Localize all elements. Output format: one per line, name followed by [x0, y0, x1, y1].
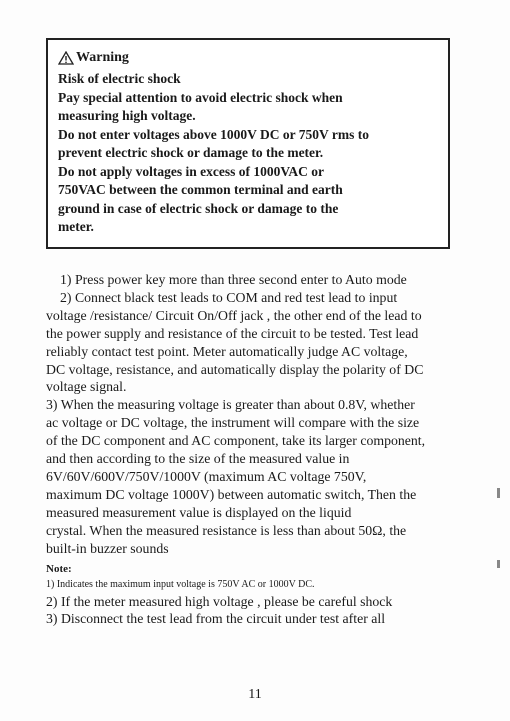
body-line: crystal. When the measured resistance is less than about 50Ω, the — [46, 522, 407, 538]
warning-line: Risk of electric shock — [58, 71, 181, 86]
warning-line: meter. — [58, 219, 94, 234]
warning-line: Pay special attention to avoid electric shock when — [58, 89, 343, 105]
body-line: 6V/60V/600V/750V/1000V (maximum AC voltage 750V, — [46, 468, 367, 484]
after-note-line: 2) If the meter measured high voltage , please be careful shock — [46, 593, 393, 609]
warning-line: Do not apply voltages in excess of 1000VAC or — [58, 163, 324, 179]
note-line: 1) Indicates the maximum input voltage is 750V AC or 1000V DC. — [46, 578, 315, 590]
warning-line: measuring high voltage. — [58, 108, 196, 123]
warning-line: 750VAC between the common terminal and earth — [58, 182, 343, 197]
body-line: reliably contact test point. Meter automatically judge AC voltage, — [46, 343, 408, 359]
body-line: DC voltage, resistance, and automatically display the polarity of DC — [46, 361, 424, 377]
warning-line: ground in case of electric shock or damage to the — [58, 200, 339, 216]
body-line: built-in buzzer sounds — [46, 540, 169, 556]
page-number: 11 — [248, 687, 262, 702]
step-1-line: 1) Press power key more than three second enter to Auto mode — [60, 272, 407, 287]
body-line: ac voltage or DC voltage, the instrument will compare with the size — [46, 415, 420, 431]
after-note-line: 3) Disconnect the test lead from the circuit under test after all — [46, 611, 386, 627]
note-label: Note: — [46, 562, 72, 575]
instructions-body — [46, 271, 498, 628]
warning-heading — [58, 46, 436, 70]
warning-triangle-icon — [58, 51, 74, 65]
body-line: voltage /resistance/ Circuit On/Off jack , the other end of the lead to — [46, 307, 422, 323]
body-line: the power supply and resistance of the circuit to be tested. Test lead — [46, 325, 419, 341]
warning-box — [46, 38, 450, 249]
body-line: measured measurement value is displayed on the liquid — [46, 504, 352, 520]
warning-line: prevent electric shock or damage to the meter. — [58, 145, 324, 160]
step-2-line: 2) Connect black test leads to COM and red test lead to input — [60, 289, 398, 305]
body-line: and then according to the size of the measured value in — [46, 451, 350, 467]
body-line: voltage signal. — [46, 379, 127, 395]
body-line: maximum DC voltage 1000V) between automatic switch, Then the — [46, 486, 417, 502]
warning-title: Warning — [76, 50, 129, 65]
warning-line: Do not enter voltages above 1000V DC or 750V rms to — [58, 126, 369, 142]
body-line: of the DC component and AC component, take its larger component, — [46, 433, 426, 449]
step-3-line: 3) When the measuring voltage is greater than about 0.8V, whether — [46, 397, 415, 413]
scan-edge-mark — [497, 560, 500, 568]
scan-edge-mark — [497, 488, 500, 498]
